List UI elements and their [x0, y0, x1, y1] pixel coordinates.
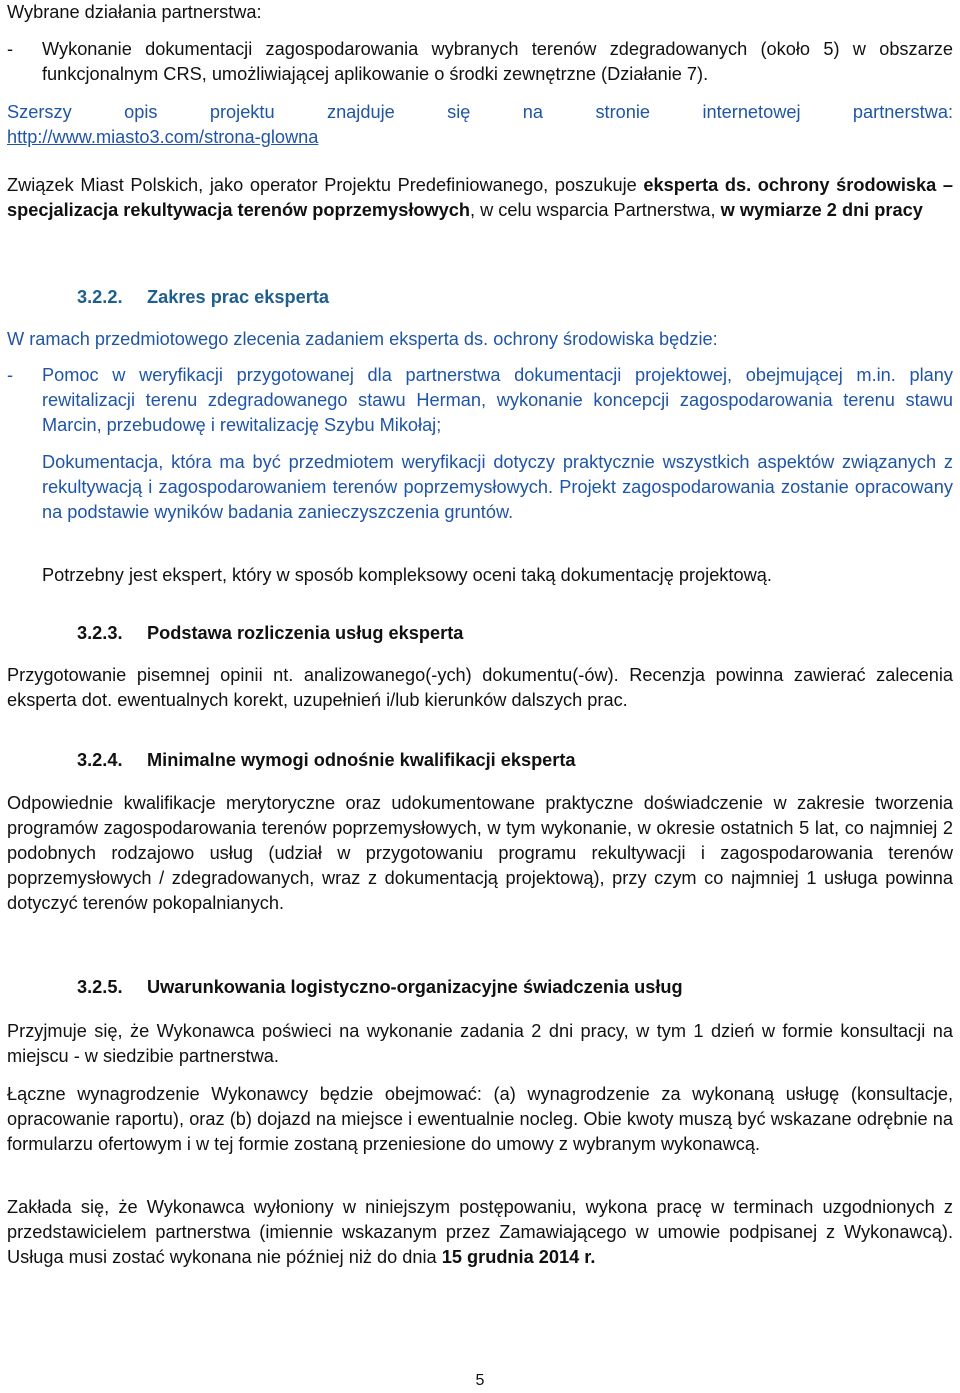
search-part-1: Związek Miast Polskich, jako operator Projektu Predefiniowanego, poszukuje	[7, 175, 644, 195]
bullet-dash: -	[7, 365, 14, 385]
section-322-documentation-text: Dokumentacja, która ma być przedmiotem weryfikacji dotyczy praktycznie wszystkich aspektów związanych z rekultywacją i zagospodarowaniem terenów poprzemysłowych. Projekt zagospodarowania zostanie opracowany na podstawie wyników badania zanieczyszczenia gruntów.	[42, 452, 953, 522]
search-part-4: specjalizacja rekultywacja terenów poprzemysłowych	[7, 200, 470, 220]
section-325-paragraph-1: Przyjmuje się, że Wykonawca poświeci na wykonanie zadania 2 dni pracy, w tym 1 dzień w formie konsultacji na miejscu ‑ w siedzibie partnerstwa.	[7, 1021, 953, 1066]
section-323-title: Podstawa rozliczenia usług eksperta	[147, 623, 464, 643]
section-324-heading	[7, 748, 953, 773]
section-322-title: Zakres prac eksperta	[147, 287, 329, 307]
section-322-bullet-text: Pomoc w weryfikacji przygotowanej dla partnerstwa dokumentacji projektowej, obejmującej m.in. plany rewitalizacji terenu zdegradowanego stawu Herman, wykonanie koncepcji zagospodarowania terenu stawu Marcin, przebudowę i rewitalizację Szybu Mikołaj;	[42, 365, 953, 435]
deadline-date: 15 grudnia 2014 r.	[441, 1247, 596, 1267]
section-322-heading	[7, 285, 953, 310]
section-322-bullet	[7, 363, 953, 438]
section-322-number: 3.2.2.	[77, 287, 123, 307]
expert-search-paragraph	[7, 173, 953, 223]
section-325-heading	[7, 975, 953, 1000]
search-part-6: w wymiarze 2 dni pracy	[720, 200, 923, 220]
more-info-block	[7, 100, 953, 150]
section-323-number: 3.2.3.	[77, 623, 123, 643]
section-325-paragraph-2: Łączne wynagrodzenie Wykonawcy będzie obejmować: (a) wynagrodzenie za wykonaną usługę (konsultacje, opracowanie raportu), oraz (b) dojazd na miejsce i ewentualnie nocleg. Obie kwoty muszą być wskazane odrębnie na formularzu ofertowym i w tej formie zostaną przeniesione do umowy z wybranym wykonawcą.	[7, 1084, 953, 1154]
intro-label: Wybrane działania partnerstwa:	[7, 2, 262, 22]
search-part-2: eksperta ds. ochrony środowiska	[643, 175, 937, 195]
section-323-text: Przygotowanie pisemnej opinii nt. analizowanego(-ych) dokumentu(-ów). Recenzja powinna zawierać zalecenia eksperta dot. ewentualnych korekt, uzupełnień i/lub kierunków dalszych prac.	[7, 665, 953, 710]
partnership-action-text: Wykonanie dokumentacji zagospodarowania wybranych terenów zdegradowanych (około 5) w obszarze funkcjonalnym CRS, umożliwiającej aplikowanie o środki zewnętrzne (Działanie 7).	[42, 39, 953, 84]
page-number: 5	[475, 1372, 485, 1389]
section-322-intro: W ramach przedmiotowego zlecenia zadaniem eksperta ds. ochrony środowiska będzie:	[7, 329, 718, 349]
section-324-title: Minimalne wymogi odnośnie kwalifikacji eksperta	[147, 750, 576, 770]
section-323-heading	[7, 621, 953, 646]
section-325-paragraph-3	[7, 1195, 953, 1270]
project-website-link[interactable]: http://www.miasto3.com/strona-glowna	[7, 127, 319, 147]
section-325-title: Uwarunkowania logistyczno-organizacyjne świadczenia usług	[147, 977, 683, 997]
section-322-need-text: Potrzebny jest ekspert, który w sposób kompleksowy oceni taką dokumentację projektową.	[42, 565, 772, 585]
section-324-number: 3.2.4.	[77, 750, 123, 770]
bullet-dash: -	[7, 39, 14, 59]
search-part-3: –	[936, 175, 953, 195]
partnership-action-item	[7, 37, 953, 87]
search-part-5: , w celu wsparcia Partnerstwa,	[469, 200, 721, 220]
section-324-text: Odpowiednie kwalifikacje merytoryczne oraz udokumentowane praktyczne doświadczenie w zakresie tworzenia programów zagospodarowania terenów poprzemysłowych, w tym wykonanie, w okresie ostatnich 5 lat, co najmniej 2 podobnych rodzajowo usług (udział w przygotowaniu programu rekultywacji i zagospodarowania terenów poprzemysłowych / zdegradowanych, wraz z dokumentacją projektową), przy czym co najmniej 1 usługa powinna dotyczyć terenów pokopalnianych.	[7, 793, 953, 913]
more-info-text: Szerszy opis projektu znajduje się na stronie internetowej partnerstwa:	[7, 102, 953, 122]
section-325-paragraph-3-text: Zakłada się, że Wykonawca wyłoniony w niniejszym postępowaniu, wykona pracę w terminach uzgodnionych z przedstawicielem partnerstwa (imiennie wskazanym przez Zamawiającego w umowie podpisanej z Wykonawcą). Usługa musi zostać wykonana nie później niż do dnia	[7, 1197, 953, 1267]
section-325-number: 3.2.5.	[77, 977, 123, 997]
